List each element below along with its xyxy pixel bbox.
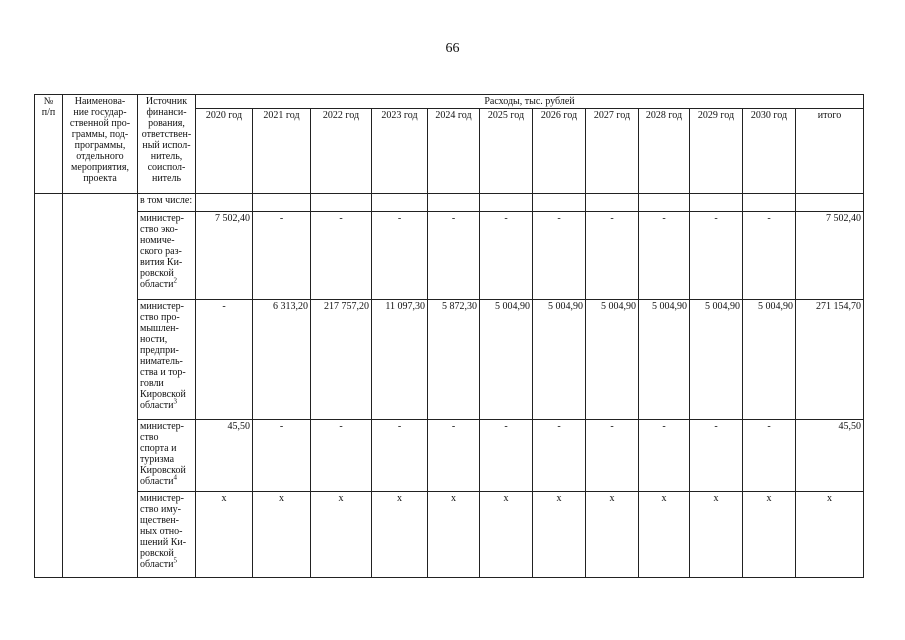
subheader-empty-cell: [311, 194, 372, 212]
header-year-0: 2020 год: [196, 109, 253, 194]
value-cell: -: [428, 420, 480, 492]
header-expenses: Расходы, тыс. рублей: [196, 95, 864, 109]
value-cell: -: [196, 300, 253, 420]
value-cell: -: [311, 420, 372, 492]
value-cell: 6 313,20: [253, 300, 311, 420]
header-year-1: 2021 год: [253, 109, 311, 194]
value-cell: -: [743, 212, 796, 300]
value-cell: 5 872,30: [428, 300, 480, 420]
value-cell: -: [533, 212, 586, 300]
value-cell: -: [253, 420, 311, 492]
value-cell: -: [639, 212, 690, 300]
header-num: [35, 95, 63, 194]
value-cell: -: [690, 212, 743, 300]
header-year-8: 2028 год: [639, 109, 690, 194]
value-cell: -: [533, 420, 586, 492]
source-cell: [138, 492, 196, 578]
subheader-empty-cell: [480, 194, 533, 212]
value-cell: x: [533, 492, 586, 578]
value-cell: -: [372, 212, 428, 300]
header-year-11: итого: [796, 109, 864, 194]
table-row: [35, 300, 864, 420]
footnote-mark: 5: [173, 556, 177, 565]
table-row: [35, 212, 864, 300]
value-cell: x: [586, 492, 639, 578]
footnote-mark: 2: [173, 276, 177, 285]
subheader-empty-cell: [428, 194, 480, 212]
page-number: 66: [445, 41, 460, 56]
source-text: министер- ство эко- номиче- ского раз- вития Ки- ровской области: [140, 213, 184, 290]
value-cell: x: [253, 492, 311, 578]
value-cell: 11 097,30: [372, 300, 428, 420]
value-cell: x: [196, 492, 253, 578]
value-cell: -: [690, 420, 743, 492]
value-cell: x: [311, 492, 372, 578]
value-cell: -: [480, 212, 533, 300]
footnote-mark: 4: [173, 473, 177, 482]
cell-name: [63, 194, 138, 578]
value-cell: -: [743, 420, 796, 492]
value-cell: 5 004,90: [743, 300, 796, 420]
header-year-3: 2023 год: [372, 109, 428, 194]
header-year-2: 2022 год: [311, 109, 372, 194]
subheader-in-that-number: в том числе:: [138, 194, 196, 212]
source-text: министер- ство спорта и туризма Кировской области: [140, 421, 186, 487]
header-name: [63, 95, 138, 194]
value-cell: 45,50: [196, 420, 253, 492]
value-cell: x: [743, 492, 796, 578]
expenses-table: [34, 94, 864, 578]
value-cell: -: [428, 212, 480, 300]
total-cell: 7 502,40: [796, 212, 864, 300]
subheader-empty-cell: [639, 194, 690, 212]
header-year-10: 2030 год: [743, 109, 796, 194]
header-num-text: № п/п: [41, 96, 56, 118]
source-cell: [138, 420, 196, 492]
value-cell: 5 004,90: [639, 300, 690, 420]
header-year-7: 2027 год: [586, 109, 639, 194]
value-cell: -: [586, 420, 639, 492]
source-cell: [138, 212, 196, 300]
subheader-empty-cell: [253, 194, 311, 212]
table-row: [35, 492, 864, 578]
subheader-empty-cell: [533, 194, 586, 212]
value-cell: 5 004,90: [533, 300, 586, 420]
value-cell: x: [428, 492, 480, 578]
total-cell: 271 154,70: [796, 300, 864, 420]
value-cell: -: [480, 420, 533, 492]
subheader-empty-cell: [743, 194, 796, 212]
value-cell: x: [480, 492, 533, 578]
subheader-empty-cell: [586, 194, 639, 212]
subheader-empty-cell: [690, 194, 743, 212]
value-cell: 7 502,40: [196, 212, 253, 300]
value-cell: -: [311, 212, 372, 300]
table-row: [35, 420, 864, 492]
value-cell: x: [372, 492, 428, 578]
value-cell: -: [253, 212, 311, 300]
header-year-5: 2025 год: [480, 109, 533, 194]
subheader-empty-cell: [372, 194, 428, 212]
header-year-6: 2026 год: [533, 109, 586, 194]
value-cell: 5 004,90: [480, 300, 533, 420]
header-name-text: Наименова- ние государ- ственной про- граммы, под- программы, отдельного мероприятия, проекта: [69, 96, 131, 184]
value-cell: x: [639, 492, 690, 578]
subheader-empty-cell: [796, 194, 864, 212]
header-source-text: Источник финанси- рования, ответствен- ный испол- нитель, соиспол- нитель: [141, 96, 192, 184]
header-year-4: 2024 год: [428, 109, 480, 194]
source-cell: [138, 300, 196, 420]
value-cell: -: [372, 420, 428, 492]
value-cell: 5 004,90: [586, 300, 639, 420]
header-source: [138, 95, 196, 194]
footnote-mark: 3: [173, 397, 177, 406]
value-cell: x: [690, 492, 743, 578]
total-cell: 45,50: [796, 420, 864, 492]
subheader-empty-cell: [196, 194, 253, 212]
source-text: министер- ство иму- ществен- ных отно- шений Ки- ровской области: [140, 493, 187, 570]
value-cell: 217 757,20: [311, 300, 372, 420]
source-text: министер- ство про- мышлен- ности, предпри- ниматель- ства и тор- говли Кировской области: [140, 301, 186, 411]
total-cell: x: [796, 492, 864, 578]
value-cell: -: [639, 420, 690, 492]
value-cell: -: [586, 212, 639, 300]
value-cell: 5 004,90: [690, 300, 743, 420]
cell-num: [35, 194, 63, 578]
header-year-9: 2029 год: [690, 109, 743, 194]
